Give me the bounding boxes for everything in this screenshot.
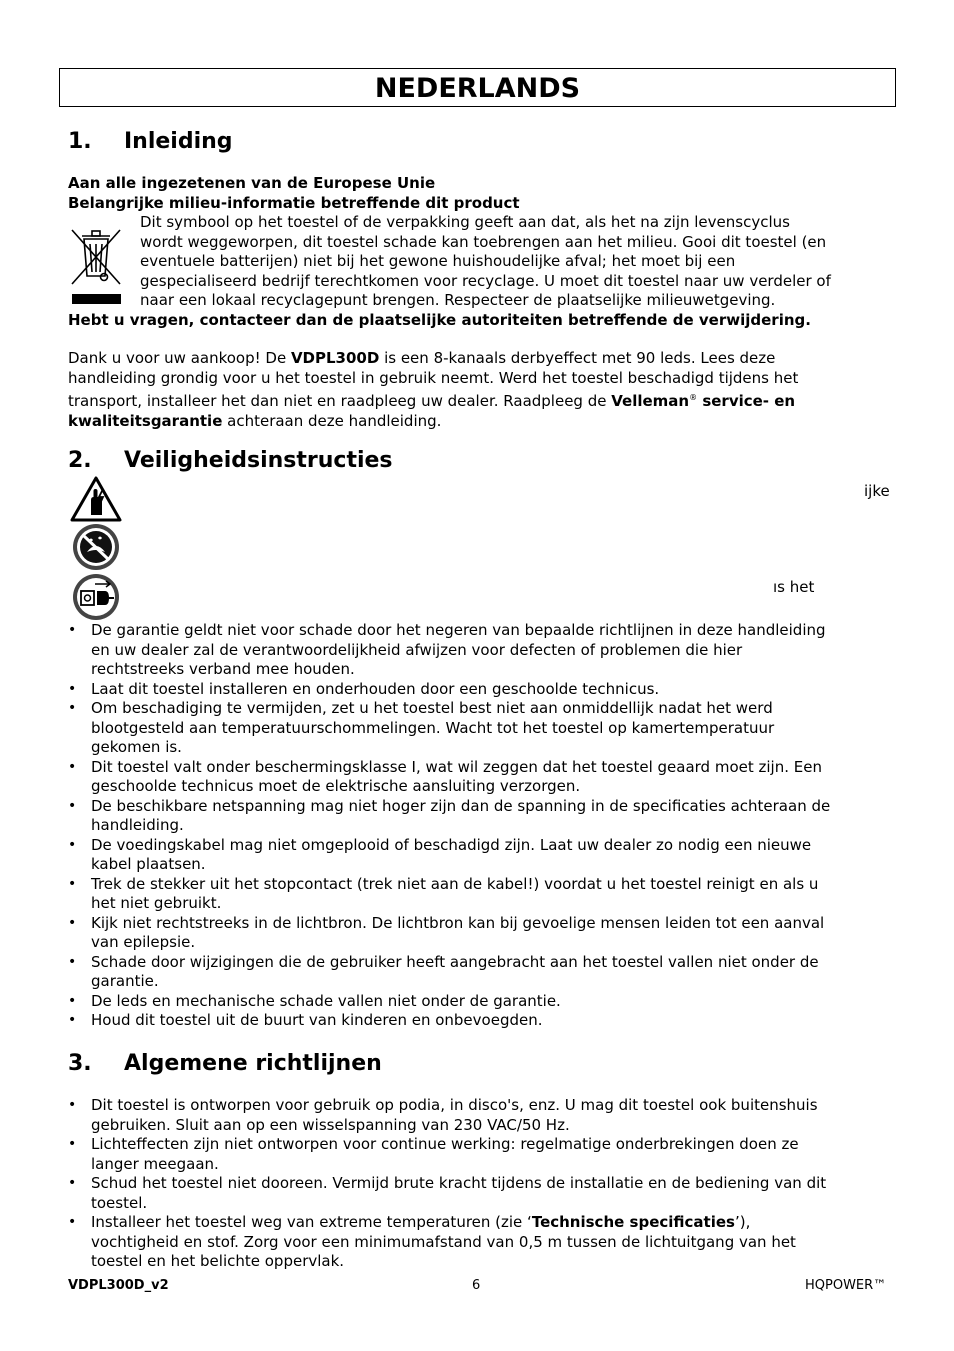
- section-number: 3.: [68, 1051, 92, 1076]
- weee-line: naar een lokaal recyclagepunt brengen. Respecteer de plaatselijke milieuwetgeving.: [140, 291, 776, 309]
- footer-brand: HQPOWER™: [805, 1278, 887, 1293]
- no-water-icon: [69, 522, 123, 572]
- weee-line: wordt weggeworpen, dit toestel schade kan toebrengen aan het milieu. Gooi dit toestel (en: [140, 232, 827, 251]
- eu-line-1: Aan alle ingezetenen van de Europese Unie: [68, 174, 436, 192]
- section-number: 2.: [68, 448, 92, 473]
- list-item: • Installeer het toestel weg van extreme temperaturen (zie ‘Technische specificaties’), vochtigheid en stof. Zorg voor een minimumafstand van 0,5 m tussen de lichtuitgang van het toestel en het belichte oppervlak.: [68, 1213, 898, 1272]
- truncated-text: ijke: [864, 482, 890, 500]
- list-item: • Dit toestel is ontworpen voor gebruik op podia, in disco's, enz. U mag dit toestel ook buitenshuis gebruiken. Sluit aan op een wisselspanning van 230 VAC/50 Hz.: [68, 1096, 898, 1135]
- list-item: • Schud het toestel niet dooreen. Vermijd brute kracht tijdens de installatie en de bediening van dit toestel.: [68, 1174, 898, 1213]
- contact-authorities: Hebt u vragen, contacteer dan de plaatselijke autoriteiten betreffende de verwijdering.: [68, 311, 811, 329]
- weee-line: gespecialiseerd bedrijf terechtkomen voor recyclage. U moet dit toestel naar uw verdeler of: [140, 271, 831, 290]
- thanks-paragraph: [68, 349, 898, 431]
- thanks-text: is een 8-kanaals derbyeffect met 90 leds. Lees deze: [379, 349, 776, 367]
- page-number: 6: [472, 1278, 481, 1293]
- electric-hand-warning-icon: [69, 475, 123, 523]
- warranty-text: kwaliteitsgarantie: [68, 411, 223, 430]
- eu-line-2: Belangrijke milieu-informatie betreffende dit product: [68, 194, 520, 212]
- list-item: • De leds en mechanische schade vallen niet onder de garantie.: [68, 992, 898, 1012]
- thanks-text: transport, installeer het dan niet en raadpleeg uw dealer. Raadpleeg de: [68, 392, 612, 410]
- thanks-text: Dank u voor uw aankoop! De: [68, 349, 291, 367]
- registered-mark: ®: [689, 393, 698, 402]
- weee-line: Dit symbool op het toestel of de verpakking geeft aan dat, als het na zijn levenscyclus: [140, 213, 790, 231]
- general-guidelines-list: [68, 1096, 898, 1272]
- section-title: Inleiding: [124, 129, 233, 154]
- safety-list: [68, 621, 898, 1031]
- list-item: • Kijk niet rechtstreeks in de lichtbron. De lichtbron kan bij gevoelige mensen leiden tot een aanval van epilepsie.: [68, 914, 898, 953]
- list-item: • De garantie geldt niet voor schade door het negeren van bepaalde richtlijnen in deze handleiding en uw dealer zal de verantwoordelijkheid afwijzen voor defecten of problemen die hier rechtstreeks verband mee houden.: [68, 621, 898, 680]
- weee-text: [140, 213, 900, 311]
- thanks-text: achteraan deze handleiding.: [222, 411, 442, 430]
- footer-doc-id: VDPL300D_v2: [68, 1278, 169, 1293]
- list-item: • Laat dit toestel installeren en onderhouden door een geschoolde technicus.: [68, 680, 898, 700]
- list-item: • Om beschadiging te vermijden, zet u het toestel best niet aan onmiddellijk nadat het werd blootgesteld aan temperatuurschommelingen. Wacht tot het toestel op kamertemperatuur gekomen is.: [68, 699, 898, 758]
- language-title: NEDERLANDS: [374, 73, 581, 104]
- weee-bin-icon: [68, 224, 124, 308]
- section-3-heading: [68, 1051, 382, 1077]
- section-number: 1.: [68, 129, 92, 154]
- section-title: Algemene richtlijnen: [124, 1051, 382, 1076]
- spec-reference: Technische specificaties: [531, 1213, 735, 1231]
- service-text: service- en: [697, 392, 796, 410]
- list-item: • Dit toestel valt onder beschermingsklasse I, wat wil zeggen dat het toestel geaard moet zijn. Een geschoolde technicus moet de elektrische aansluiting verzorgen.: [68, 758, 898, 797]
- section-2-heading: [68, 448, 393, 474]
- language-header: [59, 68, 896, 107]
- truncated-text: ıs het: [773, 578, 815, 596]
- list-item: • De voedingskabel mag niet omgeplooid of beschadigd zijn. Laat uw dealer zo nodig een nieuwe kabel plaatsen.: [68, 836, 898, 875]
- brand-name: Velleman: [611, 392, 690, 410]
- list-item: • Houd dit toestel uit de buurt van kinderen en onbevoegden.: [68, 1011, 898, 1031]
- product-name: VDPL300D: [290, 349, 380, 367]
- unplug-icon: [69, 572, 123, 622]
- list-item: • Trek de stekker uit het stopcontact (trek niet aan de kabel!) voordat u het toestel reinigt en als u het niet gebruikt.: [68, 875, 898, 914]
- section-title: Veiligheidsinstructies: [124, 448, 393, 473]
- list-item: • Schade door wijzigingen die de gebruiker heeft aangebracht aan het toestel vallen niet onder de garantie.: [68, 953, 898, 992]
- list-item: • De beschikbare netspanning mag niet hoger zijn dan de spanning in de specificaties achteraan de handleiding.: [68, 797, 898, 836]
- thanks-text: handleiding grondig voor u het toestel in gebruik neemt. Werd het toestel beschadigd tijdens het: [68, 368, 799, 387]
- weee-line: eventuele batterijen) niet bij het gewone huishoudelijke afval; het moet bij een: [140, 252, 736, 270]
- section-1-heading: [68, 129, 233, 155]
- list-item: • Lichteffecten zijn niet ontworpen voor continue werking: regelmatige onderbrekingen doen ze langer meegaan.: [68, 1135, 898, 1174]
